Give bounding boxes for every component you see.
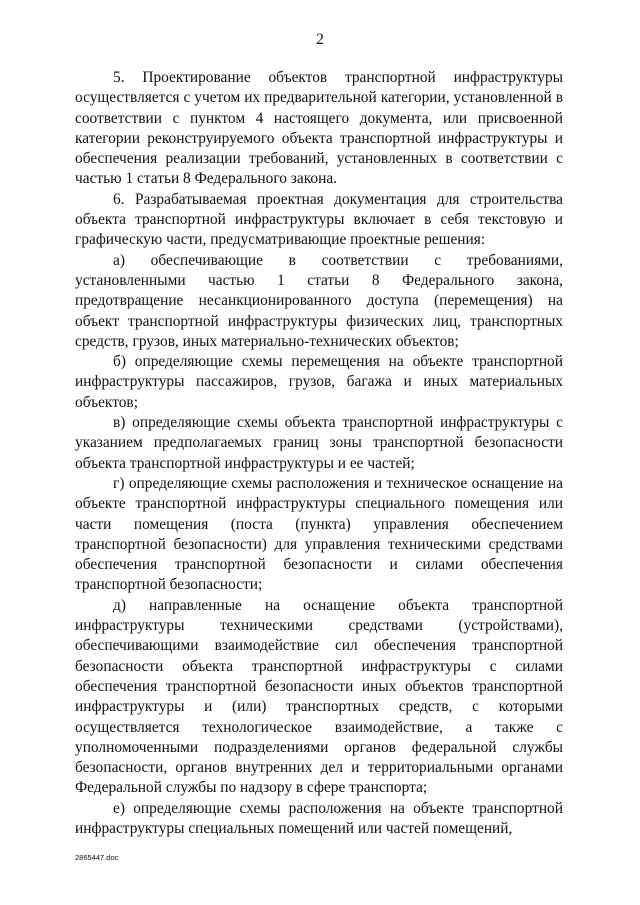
paragraph-6d: д) направленные на оснащение объекта транспортной инфраструктуры техническими средствами (устройствами), обеспечивающими взаимодействие сил обеспечения транспортной безопасности объекта транспортной инфраструктуры с силами обеспечения транспортной безопасности иных объектов транспортной инфраструктуры и (или) транспортных средств, с которыми осуществляется технологическое взаимодействие, а также с уполномоченными подразделениями органов федеральной службы безопасности, органов внутренних дел и территориальными органами Федеральной службы по надзору в сфере транспорта; [75, 596, 563, 797]
paragraph-6g: г) определяющие схемы расположения и техническое оснащение на объекте транспортной инфраструктуры специального помещения или части помещения (поста (пункта) управления обеспечением транспортной безопасности) для управления техническими средствами обеспечения транспортной безопасности и силами обеспечения транспортной безопасности; [75, 474, 563, 594]
paragraph-6v: в) определяющие схемы объекта транспортной инфраструктуры с указанием предполагаемых границ зоны транспортной безопасности объекта транспортной инфраструктуры и ее частей; [75, 414, 563, 472]
page-number: 2 [316, 31, 324, 48]
document-body [75, 68, 563, 839]
paragraph-5: 5. Проектирование объектов транспортной инфраструктуры осуществляется с учетом их предварительной категории, установленной в соответствии с пунктом 4 настоящего документа, или присвоенной категории реконструируемого объекта транспортной инфраструктуры и обеспечения реализации требований, установленных в соответствии с частью 1 статьи 8 Федерального закона. [75, 69, 563, 188]
paragraph-6e: е) определяющие схемы расположения на объекте транспортной инфраструктуры специальных помещений или частей помещений, [75, 799, 563, 837]
paragraph-6a: а) обеспечивающие в соответствии с требованиями, установленными частью 1 статьи 8 Федерального закона, предотвращение несанкционированного доступа (перемещения) на объект транспортной инфраструктуры физических лиц, транспортных средств, грузов, иных материально-технических объектов; [75, 251, 563, 350]
footer-filename: 2865447.doc [75, 853, 119, 862]
paragraph-6b: б) определяющие схемы перемещения на объекте транспортной инфраструктуры пассажиров, грузов, багажа и иных материальных объектов; [75, 353, 563, 411]
paragraph-6: 6. Разрабатываемая проектная документация для строительства объекта транспортной инфраструктуры включает в себя текстовую и графическую части, предусматривающие проектные решения: [75, 190, 563, 249]
